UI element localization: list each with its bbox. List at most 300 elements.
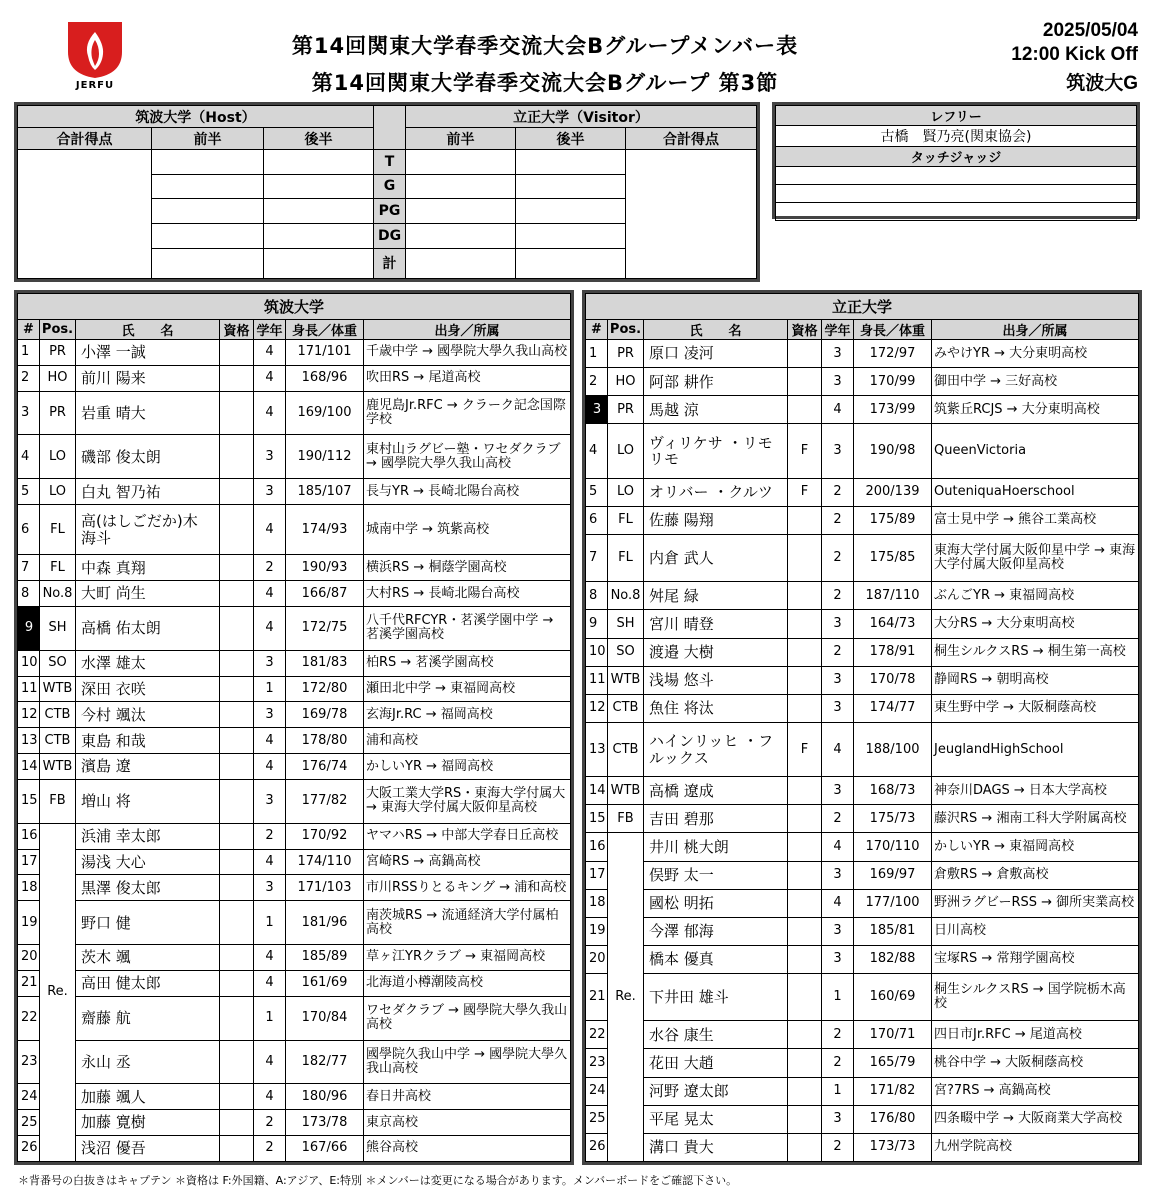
player-year: 2 (822, 582, 854, 610)
player-height-weight: 190/93 (286, 555, 364, 581)
player-name: 磯部 俊太朗 (76, 435, 220, 479)
player-number: 11 (18, 676, 40, 702)
player-row (586, 340, 1139, 368)
player-row (18, 970, 571, 996)
venue: 筑波大G (1066, 73, 1138, 94)
player-number: 22 (18, 996, 40, 1040)
player-qualification (220, 728, 254, 754)
player-year: 3 (822, 694, 854, 722)
player-name: 浅場 悠斗 (644, 666, 788, 694)
player-row (18, 365, 571, 391)
player-row (586, 582, 1139, 610)
referee-name: 古橋 賢乃亮(関東協会) (776, 126, 1137, 147)
player-position: PR (608, 396, 644, 424)
player-name: 橋本 優真 (644, 945, 788, 973)
player-year: 4 (254, 754, 286, 780)
score-cell (264, 150, 374, 175)
player-height-weight: 178/91 (854, 638, 932, 666)
player-name: 高田 健太郎 (76, 970, 220, 996)
player-origin: 御田中学 → 三好高校 (932, 368, 1139, 396)
player-position: LO (40, 479, 76, 505)
player-origin: 玄海Jr.RC → 福岡高校 (364, 702, 571, 728)
player-qualification (220, 505, 254, 555)
player-row (18, 780, 571, 824)
player-year: 3 (822, 777, 854, 805)
team-b-name: 立正大学 (586, 294, 1139, 320)
player-origin: 吹田RS → 尾道高校 (364, 365, 571, 391)
player-qualification (220, 555, 254, 581)
player-row (18, 581, 571, 607)
player-number: 13 (18, 728, 40, 754)
player-origin: 横浜RS → 桐蔭学園高校 (364, 555, 571, 581)
score-cell (264, 248, 374, 279)
col-year: 学年 (822, 320, 854, 340)
player-qualification (788, 396, 822, 424)
jerfu-logo (62, 18, 128, 94)
player-name: 今村 颯汰 (76, 702, 220, 728)
player-row (586, 805, 1139, 833)
player-height-weight: 167/66 (286, 1135, 364, 1161)
player-origin: 東京高校 (364, 1110, 571, 1136)
score-row-label: PG (374, 199, 406, 224)
player-name: 小澤 一誠 (76, 340, 220, 366)
officials-table (772, 102, 1140, 219)
player-row (18, 728, 571, 754)
player-row (18, 505, 571, 555)
score-cell (152, 174, 264, 199)
reserve-label: Re. (40, 823, 76, 1161)
player-height-weight: 182/88 (854, 945, 932, 973)
player-position: CTB (608, 722, 644, 777)
player-name: オリバー ・クルツ (644, 478, 788, 506)
player-height-weight: 164/73 (854, 610, 932, 638)
player-name: 前川 陽来 (76, 365, 220, 391)
player-name: 白丸 智乃祐 (76, 479, 220, 505)
player-year: 4 (254, 849, 286, 875)
player-height-weight: 176/74 (286, 754, 364, 780)
visitor-total-cell (626, 150, 757, 279)
player-origin: 日川高校 (932, 917, 1139, 945)
col-number: # (18, 320, 40, 340)
player-year: 4 (254, 606, 286, 650)
player-origin: JeuglandHighSchool (932, 722, 1139, 777)
player-year: 3 (822, 945, 854, 973)
player-year: 2 (254, 1110, 286, 1136)
player-qualification (788, 582, 822, 610)
player-height-weight: 169/78 (286, 702, 364, 728)
player-qualification (220, 365, 254, 391)
score-row-label: DG (374, 223, 406, 248)
player-row (586, 861, 1139, 889)
score-cell (152, 223, 264, 248)
player-row (586, 833, 1139, 861)
player-name: 俣野 太一 (644, 861, 788, 889)
player-height-weight: 173/78 (286, 1110, 364, 1136)
player-number: 2 (18, 365, 40, 391)
player-origin: QueenVictoria (932, 424, 1139, 479)
player-year: 3 (254, 650, 286, 676)
player-qualification (220, 823, 254, 849)
player-height-weight: 169/97 (854, 861, 932, 889)
score-cell (516, 174, 626, 199)
host-first-half-header: 前半 (152, 128, 264, 150)
player-row (18, 340, 571, 366)
col-name: 氏 名 (644, 320, 788, 340)
player-position: WTB (40, 754, 76, 780)
player-year: 4 (822, 833, 854, 861)
player-row (586, 666, 1139, 694)
player-height-weight: 200/139 (854, 478, 932, 506)
player-year: 4 (254, 391, 286, 435)
player-year: 2 (822, 534, 854, 581)
player-origin: 柏RS → 茗溪学園高校 (364, 650, 571, 676)
player-origin: 市川RSSりとるキング → 浦和高校 (364, 875, 571, 901)
score-cell (264, 174, 374, 199)
player-height-weight: 190/98 (854, 424, 932, 479)
player-number: 7 (586, 534, 608, 581)
player-name: 濱島 遼 (76, 754, 220, 780)
player-row (586, 506, 1139, 534)
player-name: 花田 大趙 (644, 1049, 788, 1077)
player-origin: 大分RS → 大分東明高校 (932, 610, 1139, 638)
player-height-weight: 177/100 (854, 889, 932, 917)
player-number: 9 (586, 610, 608, 638)
host-second-half-header: 後半 (264, 128, 374, 150)
player-position: SH (608, 610, 644, 638)
player-row (18, 555, 571, 581)
col-number: # (586, 320, 608, 340)
player-qualification (220, 650, 254, 676)
player-position: No.8 (40, 581, 76, 607)
player-qualification (220, 945, 254, 971)
player-number: 2 (586, 368, 608, 396)
player-number: 24 (18, 1084, 40, 1110)
player-origin: 倉敷RS → 倉敷高校 (932, 861, 1139, 889)
player-height-weight: 168/96 (286, 365, 364, 391)
score-table (14, 102, 760, 282)
player-height-weight: 170/110 (854, 833, 932, 861)
match-date: 2025/05/04 (1042, 20, 1138, 41)
player-year: 4 (822, 722, 854, 777)
player-number: 25 (586, 1105, 608, 1133)
player-number: 18 (586, 889, 608, 917)
player-origin: 宮崎RS → 高鍋高校 (364, 849, 571, 875)
player-year: 4 (822, 396, 854, 424)
player-qualification (788, 340, 822, 368)
player-year: 3 (822, 368, 854, 396)
player-height-weight: 185/107 (286, 479, 364, 505)
player-origin: 東海大学付属大阪仰星中学 → 東海大学付属大阪仰星高校 (932, 534, 1139, 581)
player-year: 4 (254, 365, 286, 391)
player-origin: 神奈川DAGS → 日本大学高校 (932, 777, 1139, 805)
player-year: 2 (822, 506, 854, 534)
player-height-weight: 171/101 (286, 340, 364, 366)
player-number: 16 (586, 833, 608, 861)
player-position: CTB (40, 702, 76, 728)
player-number: 6 (18, 505, 40, 555)
player-position: FL (40, 505, 76, 555)
player-row (586, 534, 1139, 581)
player-year: 3 (254, 479, 286, 505)
player-position: CTB (608, 694, 644, 722)
host-total-header: 合計得点 (18, 128, 152, 150)
player-origin: 四日市Jr.RFC → 尾道高校 (932, 1021, 1139, 1049)
player-row (586, 610, 1139, 638)
player-year: 3 (254, 780, 286, 824)
score-cell (264, 199, 374, 224)
player-position: FL (40, 555, 76, 581)
player-name: 馬越 涼 (644, 396, 788, 424)
player-origin: 大阪工業大学RS・東海大学付属大 → 東海大学付属大阪仰星高校 (364, 780, 571, 824)
player-row (18, 945, 571, 971)
page-subtitle: 第14回関東大学春季交流大会Bグループ 第3節 (311, 71, 779, 95)
player-number: 21 (586, 973, 608, 1020)
player-year: 2 (254, 555, 286, 581)
player-row (586, 424, 1139, 479)
player-row (586, 638, 1139, 666)
player-row (18, 901, 571, 945)
player-height-weight: 170/78 (854, 666, 932, 694)
col-height-weight: 身長／体重 (854, 320, 932, 340)
player-row (18, 650, 571, 676)
player-height-weight: 172/75 (286, 606, 364, 650)
touch-judge-3 (776, 203, 1137, 221)
player-row (586, 945, 1139, 973)
player-qualification (220, 901, 254, 945)
player-height-weight: 173/73 (854, 1133, 932, 1161)
team-a-body (18, 340, 571, 1162)
player-name: 高橋 遼成 (644, 777, 788, 805)
player-row (18, 823, 571, 849)
player-origin: 八千代RFCYR・茗溪学園中学 → 茗溪学園高校 (364, 606, 571, 650)
player-year: 4 (254, 1084, 286, 1110)
player-name: 河野 遼太郎 (644, 1077, 788, 1105)
player-origin: 四条畷中学 → 大阪商業大学高校 (932, 1105, 1139, 1133)
player-height-weight: 172/80 (286, 676, 364, 702)
player-origin: 北海道小樽潮陵高校 (364, 970, 571, 996)
player-height-weight: 175/73 (854, 805, 932, 833)
player-height-weight: 170/84 (286, 996, 364, 1040)
footnote: ＊背番号の白抜きはキャプテン ＊資格は F:外国籍、A:アジア、E:特別 ＊メンバーは変更になる場合があります。メンバーボードをご確認下さい。 (18, 1174, 738, 1187)
player-position: FL (608, 506, 644, 534)
player-position: No.8 (608, 582, 644, 610)
player-origin: 桐生シルクスRS → 国学院栃木高校 (932, 973, 1139, 1020)
player-number: 13 (586, 722, 608, 777)
player-row (18, 1040, 571, 1084)
player-qualification (220, 479, 254, 505)
player-year: 4 (254, 1040, 286, 1084)
player-row (586, 889, 1139, 917)
player-qualification (788, 694, 822, 722)
player-height-weight: 175/85 (854, 534, 932, 581)
player-year: 2 (822, 805, 854, 833)
player-origin: 瀬田北中学 → 東福岡高校 (364, 676, 571, 702)
player-qualification (220, 391, 254, 435)
player-origin: 東生野中学 → 大阪桐蔭高校 (932, 694, 1139, 722)
player-qualification (220, 780, 254, 824)
player-number: 15 (18, 780, 40, 824)
player-position: PR (608, 340, 644, 368)
player-number: 25 (18, 1110, 40, 1136)
player-number: 26 (586, 1133, 608, 1161)
player-row (18, 996, 571, 1040)
player-number: 7 (18, 555, 40, 581)
player-year: 3 (822, 340, 854, 368)
player-year: 3 (822, 666, 854, 694)
player-year: 4 (254, 505, 286, 555)
player-height-weight: 173/99 (854, 396, 932, 424)
player-name: 加藤 寛樹 (76, 1110, 220, 1136)
host-total-cell (18, 150, 152, 279)
player-qualification (788, 666, 822, 694)
col-position: Pos. (608, 320, 644, 340)
player-origin: 浦和高校 (364, 728, 571, 754)
player-height-weight: 176/80 (854, 1105, 932, 1133)
player-row (586, 1105, 1139, 1133)
touch-judge-2 (776, 185, 1137, 203)
captain-number: 9 (18, 606, 40, 650)
score-cell (264, 223, 374, 248)
player-row (586, 368, 1139, 396)
player-height-weight: 182/77 (286, 1040, 364, 1084)
touch-judge-header: タッチジャッジ (776, 147, 1137, 167)
player-qualification (220, 606, 254, 650)
player-qualification: F (788, 478, 822, 506)
player-name: ハインリッヒ ・フルックス (644, 722, 788, 777)
col-height-weight: 身長／体重 (286, 320, 364, 340)
player-number: 22 (586, 1021, 608, 1049)
player-qualification (788, 833, 822, 861)
player-qualification (220, 435, 254, 479)
player-qualification (788, 1105, 822, 1133)
player-number: 4 (586, 424, 608, 479)
player-row (18, 1084, 571, 1110)
reserve-label: Re. (608, 833, 644, 1162)
player-year: 3 (254, 435, 286, 479)
player-name: 永山 丞 (76, 1040, 220, 1084)
player-name: 今澤 郁海 (644, 917, 788, 945)
player-year: 4 (822, 889, 854, 917)
touch-judge-1 (776, 167, 1137, 185)
player-row (18, 479, 571, 505)
player-row (586, 1049, 1139, 1077)
player-qualification (788, 1021, 822, 1049)
player-number: 3 (18, 391, 40, 435)
score-cell (406, 223, 516, 248)
player-name: 浜浦 幸太郎 (76, 823, 220, 849)
player-qualification (788, 889, 822, 917)
player-name: 茨木 颯 (76, 945, 220, 971)
player-name: 水谷 康生 (644, 1021, 788, 1049)
player-position: CTB (40, 728, 76, 754)
visitor-team-name: 立正大学（Visitor） (406, 106, 757, 128)
player-qualification: F (788, 722, 822, 777)
player-number: 18 (18, 875, 40, 901)
player-position: SH (40, 606, 76, 650)
player-position: HO (40, 365, 76, 391)
player-name: 高(はしごだか)木 海斗 (76, 505, 220, 555)
player-qualification (220, 875, 254, 901)
player-year: 3 (822, 424, 854, 479)
player-height-weight: 185/81 (854, 917, 932, 945)
player-name: 原口 凌河 (644, 340, 788, 368)
player-number: 5 (18, 479, 40, 505)
player-qualification (788, 973, 822, 1020)
player-number: 20 (586, 945, 608, 973)
player-name: 渡邉 大樹 (644, 638, 788, 666)
player-origin: ぶんごYR → 東福岡高校 (932, 582, 1139, 610)
player-name: 深田 衣咲 (76, 676, 220, 702)
player-row (18, 606, 571, 650)
player-number: 17 (586, 861, 608, 889)
player-row (18, 849, 571, 875)
player-origin: 野洲ラグビーRSS → 御所実業高校 (932, 889, 1139, 917)
team-b-roster (582, 290, 1142, 1165)
player-row (586, 1077, 1139, 1105)
player-qualification (788, 506, 822, 534)
score-cell (406, 174, 516, 199)
col-origin: 出身／所属 (364, 320, 571, 340)
player-year: 2 (822, 1133, 854, 1161)
player-name: 井川 桃大朗 (644, 833, 788, 861)
player-height-weight: 160/69 (854, 973, 932, 1020)
player-origin: 南茨城RS → 流通経済大学付属柏高校 (364, 901, 571, 945)
player-origin: 藤沢RS → 湘南工科大学附属高校 (932, 805, 1139, 833)
player-year: 2 (254, 1135, 286, 1161)
player-height-weight: 171/82 (854, 1077, 932, 1105)
player-name: 阿部 耕作 (644, 368, 788, 396)
player-row (586, 1021, 1139, 1049)
player-number: 8 (18, 581, 40, 607)
player-number: 21 (18, 970, 40, 996)
player-height-weight: 177/82 (286, 780, 364, 824)
score-row-label: 計 (374, 248, 406, 279)
team-b-body (586, 340, 1139, 1162)
player-row (586, 777, 1139, 805)
player-qualification (788, 1133, 822, 1161)
player-year: 2 (822, 1049, 854, 1077)
player-height-weight: 170/92 (286, 823, 364, 849)
player-origin: 大村RS → 長崎北陽台高校 (364, 581, 571, 607)
player-qualification (220, 754, 254, 780)
score-cell (152, 248, 264, 279)
col-year: 学年 (254, 320, 286, 340)
player-name: 湯浅 大心 (76, 849, 220, 875)
player-year: 4 (254, 581, 286, 607)
player-origin: かしいYR → 東福岡高校 (932, 833, 1139, 861)
player-number: 10 (18, 650, 40, 676)
player-height-weight: 169/100 (286, 391, 364, 435)
host-team-name: 筑波大学（Host） (18, 106, 374, 128)
player-origin: ワセダクラブ → 國學院大學久我山高校 (364, 996, 571, 1040)
score-row-label: T (374, 150, 406, 175)
player-qualification (220, 1084, 254, 1110)
player-name: 宮川 晴登 (644, 610, 788, 638)
player-row (18, 676, 571, 702)
player-height-weight: 172/97 (854, 340, 932, 368)
player-qualification (788, 638, 822, 666)
player-year: 2 (822, 1021, 854, 1049)
score-cell (516, 150, 626, 175)
player-origin: みやけYR → 大分東明高校 (932, 340, 1139, 368)
player-year: 3 (822, 610, 854, 638)
player-name: 溝口 貴大 (644, 1133, 788, 1161)
player-position: HO (608, 368, 644, 396)
player-qualification (788, 1049, 822, 1077)
player-qualification (788, 777, 822, 805)
player-qualification (788, 805, 822, 833)
player-number: 16 (18, 823, 40, 849)
